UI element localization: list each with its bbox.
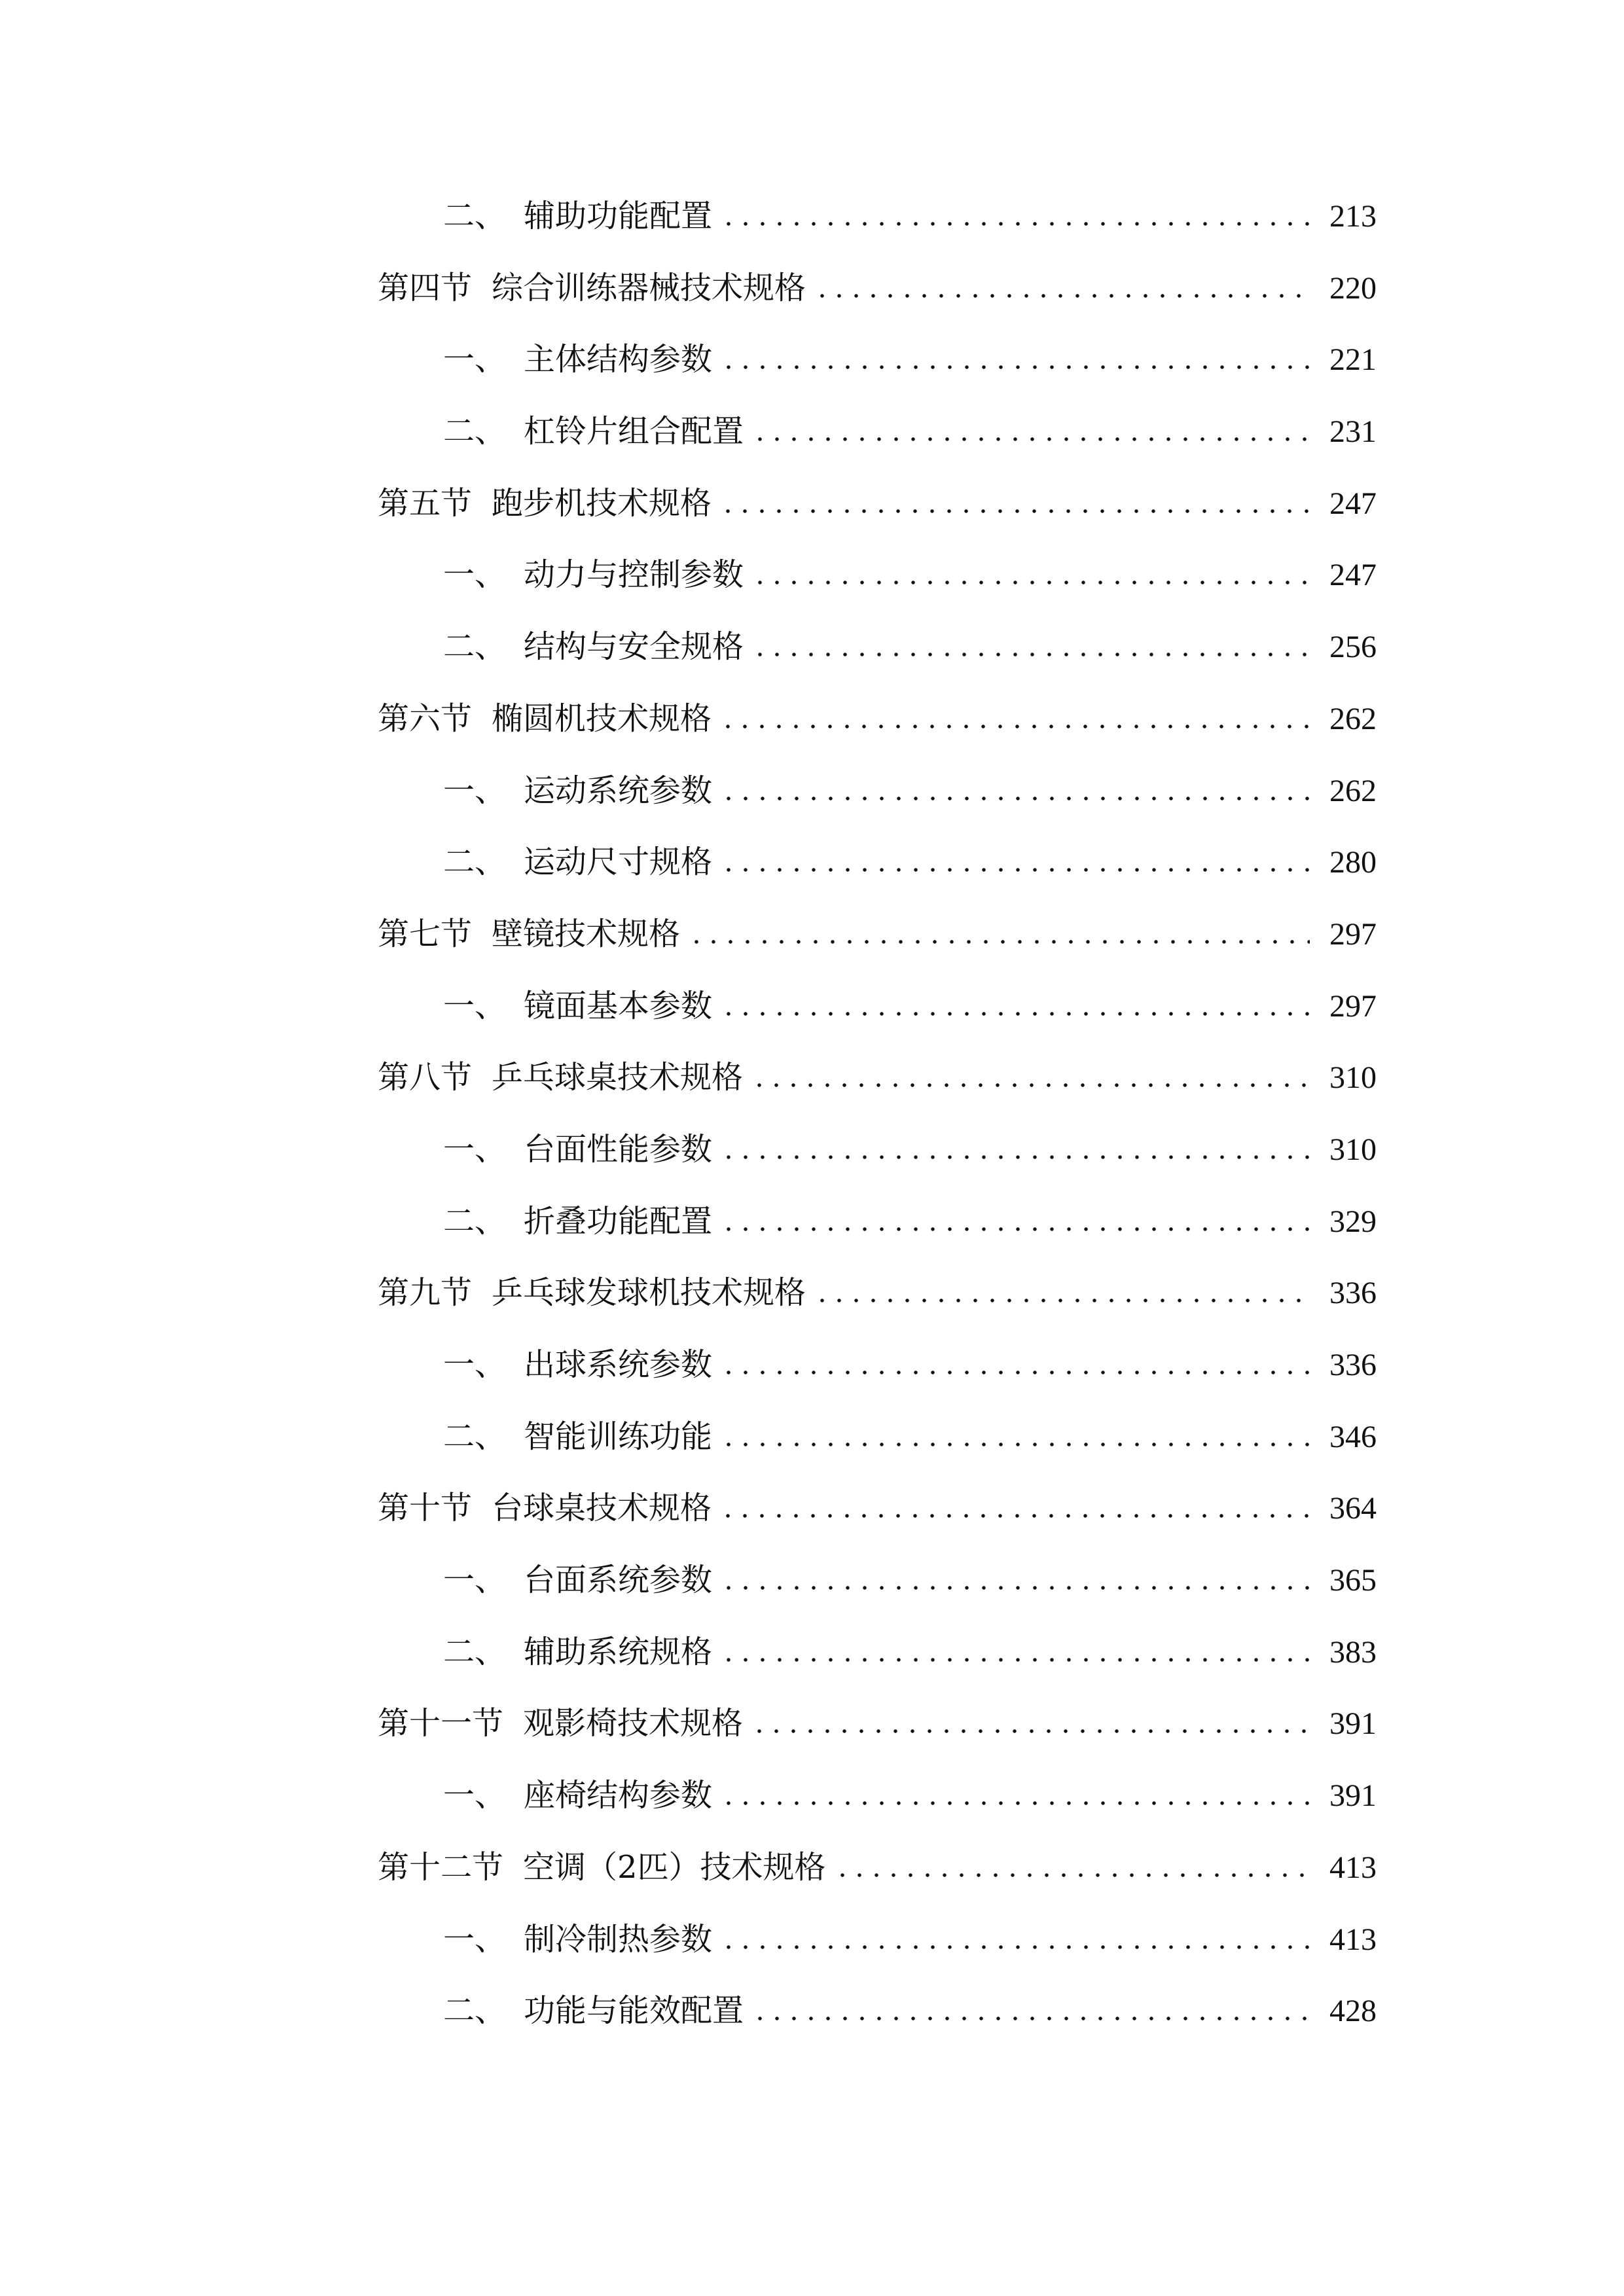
entry-title: 台面性能参数 (524, 1130, 713, 1168)
page-number: 247 (1329, 486, 1377, 521)
section-title: 壁镜技术规格 (492, 915, 681, 952)
dot-leader (720, 796, 1310, 801)
section-title: 乒乓球发球机技术规格 (492, 1274, 806, 1312)
dot-leader (720, 1011, 1310, 1016)
dot-leader (834, 1873, 1310, 1878)
entry-number: 一、 (443, 772, 507, 809)
toc-subsection-entry (378, 611, 1377, 683)
toc-section-entry (378, 468, 1377, 540)
entry-title: 动力与控制参数 (524, 556, 744, 594)
entry-number: 一、 (443, 556, 507, 594)
page-number: 336 (1329, 1276, 1377, 1311)
page-number: 280 (1329, 845, 1377, 880)
dot-leader (720, 867, 1310, 872)
page-number: 391 (1329, 1778, 1377, 1814)
dot-leader (814, 1298, 1310, 1303)
toc-subsection-entry (378, 181, 1377, 253)
section-number: 第十二节 (378, 1848, 504, 1886)
entry-number: 二、 (443, 413, 507, 450)
section-number: 第七节 (378, 915, 473, 952)
toc-section-entry (378, 1832, 1377, 1904)
entry-number: 二、 (443, 198, 507, 234)
page-number: 428 (1329, 1994, 1377, 2029)
entry-number: 二、 (443, 1633, 507, 1670)
section-number: 第六节 (378, 700, 473, 737)
section-number: 第四节 (378, 269, 473, 306)
section-title: 跑步机技术规格 (492, 484, 712, 522)
page-number: 247 (1329, 558, 1377, 593)
toc-subsection-entry (378, 1617, 1377, 1689)
page-number: 231 (1329, 414, 1377, 450)
entry-title: 智能训练功能 (524, 1418, 713, 1455)
entry-number: 一、 (443, 987, 507, 1024)
toc-subsection-entry (378, 1904, 1377, 1976)
page-number: 346 (1329, 1419, 1377, 1454)
entry-number: 一、 (443, 1562, 507, 1599)
page-number: 310 (1329, 1132, 1377, 1167)
section-title: 观影椅技术规格 (523, 1705, 744, 1742)
section-title: 空调（2匹）技术规格 (523, 1848, 826, 1886)
section-number: 第八节 (378, 1059, 473, 1096)
page-number: 413 (1329, 1922, 1377, 1957)
dot-leader (720, 1155, 1310, 1160)
page-number: 262 (1329, 701, 1377, 736)
toc-subsection-entry (378, 1114, 1377, 1186)
toc-subsection-entry (378, 755, 1377, 827)
toc-subsection-entry (378, 396, 1377, 468)
toc-subsection-entry (378, 1975, 1377, 2047)
entry-title: 折叠功能配置 (524, 1202, 713, 1240)
section-number: 第五节 (378, 484, 473, 522)
dot-leader (720, 1370, 1310, 1375)
section-title: 台球桌技术规格 (492, 1490, 712, 1527)
entry-title: 出球系统参数 (524, 1346, 713, 1383)
toc-section-entry (378, 1042, 1377, 1114)
page-number: 364 (1329, 1491, 1377, 1526)
page-number: 297 (1329, 916, 1377, 952)
page-number: 413 (1329, 1850, 1377, 1885)
section-number: 第十一节 (378, 1705, 504, 1742)
dot-leader (720, 1227, 1310, 1232)
page-number: 256 (1329, 630, 1377, 665)
entry-number: 一、 (443, 1130, 507, 1168)
page-number: 262 (1329, 773, 1377, 808)
toc-section-entry (378, 1257, 1377, 1329)
dot-leader (688, 939, 1310, 944)
entry-title: 运动系统参数 (524, 772, 713, 809)
section-title: 乒乓球桌技术规格 (492, 1059, 744, 1096)
entry-number: 二、 (443, 1202, 507, 1240)
dot-leader (720, 1657, 1310, 1662)
page-number: 310 (1329, 1060, 1377, 1096)
entry-number: 一、 (443, 341, 507, 378)
dot-leader (751, 580, 1310, 585)
page-number: 365 (1329, 1563, 1377, 1598)
toc-section-entry (378, 1688, 1377, 1760)
dot-leader (751, 2016, 1310, 2021)
toc-subsection-entry (378, 1329, 1377, 1401)
dot-leader (720, 1585, 1310, 1590)
entry-number: 二、 (443, 1992, 507, 2030)
entry-number: 一、 (443, 1920, 507, 1958)
section-number: 第十节 (378, 1490, 473, 1527)
entry-title: 座椅结构参数 (524, 1777, 713, 1814)
toc-section-entry (378, 899, 1377, 971)
dot-leader (720, 1801, 1310, 1806)
dot-leader (751, 437, 1310, 442)
dot-leader (751, 1083, 1310, 1088)
entry-title: 杠铃片组合配置 (524, 413, 744, 450)
toc-section-entry (378, 683, 1377, 755)
entry-title: 辅助功能配置 (524, 198, 713, 234)
dot-leader (720, 1945, 1310, 1950)
entry-title: 运动尺寸规格 (524, 844, 713, 881)
page-number: 329 (1329, 1204, 1377, 1239)
entry-title: 镜面基本参数 (524, 987, 713, 1024)
entry-number: 二、 (443, 628, 507, 666)
entry-title: 制冷制热参数 (524, 1920, 713, 1958)
toc-subsection-entry (378, 539, 1377, 611)
page-number: 213 (1329, 199, 1377, 234)
dot-leader (751, 652, 1310, 657)
section-number: 第九节 (378, 1274, 473, 1312)
dot-leader (720, 365, 1310, 370)
toc-subsection-entry (378, 324, 1377, 396)
page-number: 383 (1329, 1634, 1377, 1670)
toc-subsection-entry (378, 971, 1377, 1043)
entry-number: 二、 (443, 1418, 507, 1455)
dot-leader (720, 1442, 1310, 1447)
entry-title: 辅助系统规格 (524, 1633, 713, 1670)
page-number: 297 (1329, 988, 1377, 1024)
dot-leader (719, 1513, 1310, 1518)
entry-title: 主体结构参数 (524, 341, 713, 378)
page-number: 220 (1329, 270, 1377, 306)
dot-leader (719, 724, 1310, 729)
entry-title: 台面系统参数 (524, 1562, 713, 1599)
toc-subsection-entry (378, 1186, 1377, 1258)
entry-number: 一、 (443, 1777, 507, 1814)
toc-subsection-entry (378, 1545, 1377, 1617)
page-number: 391 (1329, 1706, 1377, 1742)
dot-leader (814, 293, 1310, 298)
entry-title: 结构与安全规格 (524, 628, 744, 666)
page-number: 221 (1329, 342, 1377, 378)
toc-section-entry (378, 253, 1377, 325)
page-number: 336 (1329, 1348, 1377, 1382)
toc-subsection-entry (378, 827, 1377, 899)
toc-section-entry (378, 1473, 1377, 1545)
entry-number: 一、 (443, 1346, 507, 1383)
section-title: 椭圆机技术规格 (492, 700, 712, 737)
table-of-contents (378, 181, 1377, 2047)
entry-title: 功能与能效配置 (524, 1992, 744, 2030)
section-title: 综合训练器械技术规格 (492, 269, 806, 306)
toc-subsection-entry (378, 1401, 1377, 1473)
dot-leader (720, 221, 1310, 226)
entry-number: 二、 (443, 844, 507, 881)
toc-subsection-entry (378, 1760, 1377, 1832)
dot-leader (719, 509, 1310, 514)
dot-leader (751, 1729, 1310, 1734)
